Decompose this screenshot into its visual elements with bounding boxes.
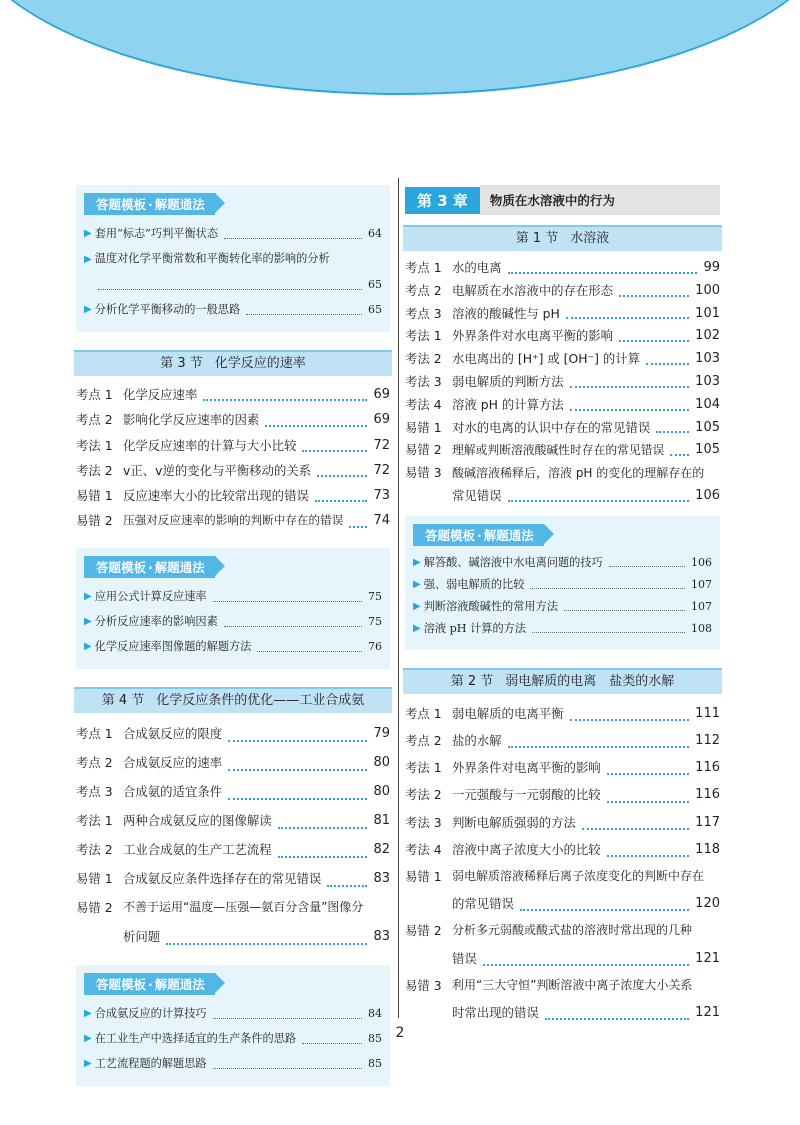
toc-entry[interactable]: ▶ 解答酸、碱溶液中水电离问题的技巧 106 [413, 552, 712, 574]
template-box-1 [76, 185, 390, 332]
toc-row[interactable]: 易错 1 反应速率大小的比较常出现的错误 73 [76, 488, 390, 504]
toc-row[interactable]: 易错 2 压强对反应速率的影响的判断中存在的错误 74 [76, 513, 390, 529]
toc-entry[interactable]: ▶ 工艺流程题的解题思路 85 [84, 1051, 382, 1076]
toc-row[interactable]: 考法 3 判断电解质强弱的方法 117 [405, 814, 720, 830]
toc-row[interactable]: 易错 1 弱电解质溶液稀释后离子浓度变化的判断中存在 [405, 868, 705, 884]
toc-entry[interactable]: ▶ 温度对化学平衡常数和平衡转化率的影响的分析 [84, 252, 330, 265]
arrow-icon: ▶ [413, 578, 421, 590]
toc-row-cont: 时常出现的错误 121 [452, 1005, 720, 1020]
arrow-icon: ▶ [84, 640, 92, 652]
toc-row[interactable]: 考法 4 溶液中离子浓度大小的比较 118 [405, 841, 720, 857]
section-heading-2: 第 2 节 弱电解质的电离 盐类的水解 [403, 668, 722, 694]
toc-entry[interactable]: ▶ 分析反应速率的影响因素 75 [84, 609, 382, 634]
toc-entry[interactable]: ▶ 化学反应速率图像题的解题方法 76 [84, 634, 382, 659]
arrow-icon: ▶ [413, 556, 421, 568]
arrow-icon: ▶ [84, 304, 92, 315]
toc-row-cont: 错误 121 [452, 950, 720, 966]
toc-row[interactable]: 考点 2 盐的水解 112 [405, 732, 720, 748]
toc-row[interactable]: 考点 3 溶液的酸碱性与 pH 101 [405, 305, 720, 321]
toc-entry-cont: 65 [84, 272, 382, 297]
toc-entry[interactable]: ▶ 合成氨反应的计算技巧 84 [84, 1001, 382, 1026]
toc-row[interactable]: 考点 1 化学反应速率 69 [76, 387, 390, 402]
toc-row[interactable]: 考法 1 外界条件对电离平衡的影响 116 [405, 760, 720, 776]
toc-entry[interactable]: ▶ 强、弱电解质的比较 107 [413, 574, 712, 596]
toc-row[interactable]: 考法 2 工业合成氨的生产工艺流程 82 [76, 841, 390, 857]
toc-row[interactable]: 考法 2 v正、v逆的变化与平衡移动的关系 72 [76, 462, 390, 478]
arrow-icon: ▶ [84, 590, 92, 602]
section-heading-1: 第 1 节 水溶液 [403, 225, 722, 251]
arrow-icon: ▶ [84, 615, 92, 627]
toc-row[interactable]: 考点 3 合成氨的适宜条件 80 [76, 783, 390, 799]
box-tag: 答题模板 · 解题通法 [84, 973, 215, 995]
toc-row[interactable]: 考点 2 合成氨反应的速率 80 [76, 754, 390, 770]
toc-entry[interactable]: ▶ 分析化学平衡移动的一般思路 65 [84, 297, 382, 322]
arrow-icon: ▶ [413, 622, 421, 634]
toc-entry[interactable]: ▶ 在工业生产中选择适宜的生产条件的思路 85 [84, 1026, 382, 1051]
toc-row[interactable]: 考法 1 两种合成氨反应的图像解读 81 [76, 812, 390, 828]
section-heading-3: 第 3 节 化学反应的速率 [74, 350, 392, 376]
toc-row[interactable]: 考法 1 化学反应速率的计算与大小比较 72 [76, 437, 390, 453]
arrow-icon: ▶ [413, 600, 421, 612]
chapter-heading: 第 3 章 物质在水溶液中的行为 [405, 185, 720, 215]
left-column [76, 185, 390, 1104]
arrow-icon: ▶ [84, 254, 92, 265]
arrow-icon: ▶ [84, 1007, 92, 1019]
toc-row[interactable]: 考点 2 电解质在水溶液中的存在形态 100 [405, 282, 720, 298]
toc-entry[interactable]: ▶ 套用“标志”巧判平衡状态 64 [84, 221, 382, 246]
toc-row-cont: 常见错误 106 [452, 487, 720, 503]
toc-row[interactable]: 易错 1 合成氨反应条件选择存在的常见错误 83 [76, 870, 390, 886]
arrow-icon: ▶ [84, 228, 92, 239]
header-arc [0, 0, 800, 95]
toc-row[interactable]: 考法 1 外界条件对水电离平衡的影响 102 [405, 328, 720, 344]
box-tag: 答题模板 · 解题通法 [84, 193, 215, 215]
template-box-2 [76, 548, 390, 669]
toc-row[interactable]: 易错 1 对水的电离的认识中存在的常见错误 105 [405, 419, 720, 435]
page-number: 2 [395, 1025, 405, 1041]
arrow-icon: ▶ [84, 1032, 92, 1044]
toc-row[interactable]: 考点 1 弱电解质的电离平衡 111 [405, 705, 720, 721]
toc-row[interactable]: 易错 3 酸碱溶液稀释后，溶液 pH 的变化的理解存在的 [405, 465, 705, 481]
toc-row[interactable]: 考法 4 溶液 pH 的计算方法 104 [405, 396, 720, 412]
toc-entry[interactable]: ▶ 判断溶液酸碱性的常用方法 107 [413, 596, 712, 618]
right-column [405, 185, 720, 1026]
toc-row[interactable]: 易错 3 利用“三大守恒”判断溶液中离子浓度大小关系 [405, 977, 693, 993]
box-tag: 答题模板 · 解题通法 [84, 556, 215, 578]
template-box-right [405, 516, 720, 650]
column-divider [398, 178, 399, 1018]
toc-row[interactable]: 考点 2 影响化学反应速率的因素 69 [76, 412, 390, 428]
toc-row-cont: 的常见错误 120 [452, 896, 720, 912]
arrow-icon: ▶ [84, 1057, 92, 1069]
toc-row[interactable]: 考法 2 水电离出的 [H⁺] 或 [OH⁻] 的计算 103 [405, 351, 720, 367]
toc-row[interactable]: 易错 2 理解或判断溶液酸碱性时存在的常见错误 105 [405, 442, 720, 458]
toc-row-cont: 析问题 83 [123, 928, 390, 944]
toc-row[interactable]: 考点 1 水的电离 99 [405, 260, 720, 275]
toc-entry[interactable]: ▶ 应用公式计算反应速率 75 [84, 584, 382, 609]
toc-row[interactable]: 易错 2 不善于运用“温度—压强—氨百分含量”图像分 [76, 899, 364, 915]
box-tag: 答题模板 · 解题通法 [413, 524, 544, 546]
toc-row[interactable]: 考点 1 合成氨反应的限度 79 [76, 725, 390, 741]
toc-entry[interactable]: ▶ 溶液 pH 计算的方法 108 [413, 618, 712, 640]
section-heading-4: 第 4 节 化学反应条件的优化——工业合成氨 [74, 687, 392, 713]
toc-row[interactable]: 易错 2 分析多元弱酸或酸式盐的溶液时常出现的几种 [405, 923, 693, 939]
toc-row[interactable]: 考法 3 弱电解质的判断方法 103 [405, 373, 720, 389]
toc-row[interactable]: 考法 2 一元强酸与一元弱酸的比较 116 [405, 787, 720, 803]
